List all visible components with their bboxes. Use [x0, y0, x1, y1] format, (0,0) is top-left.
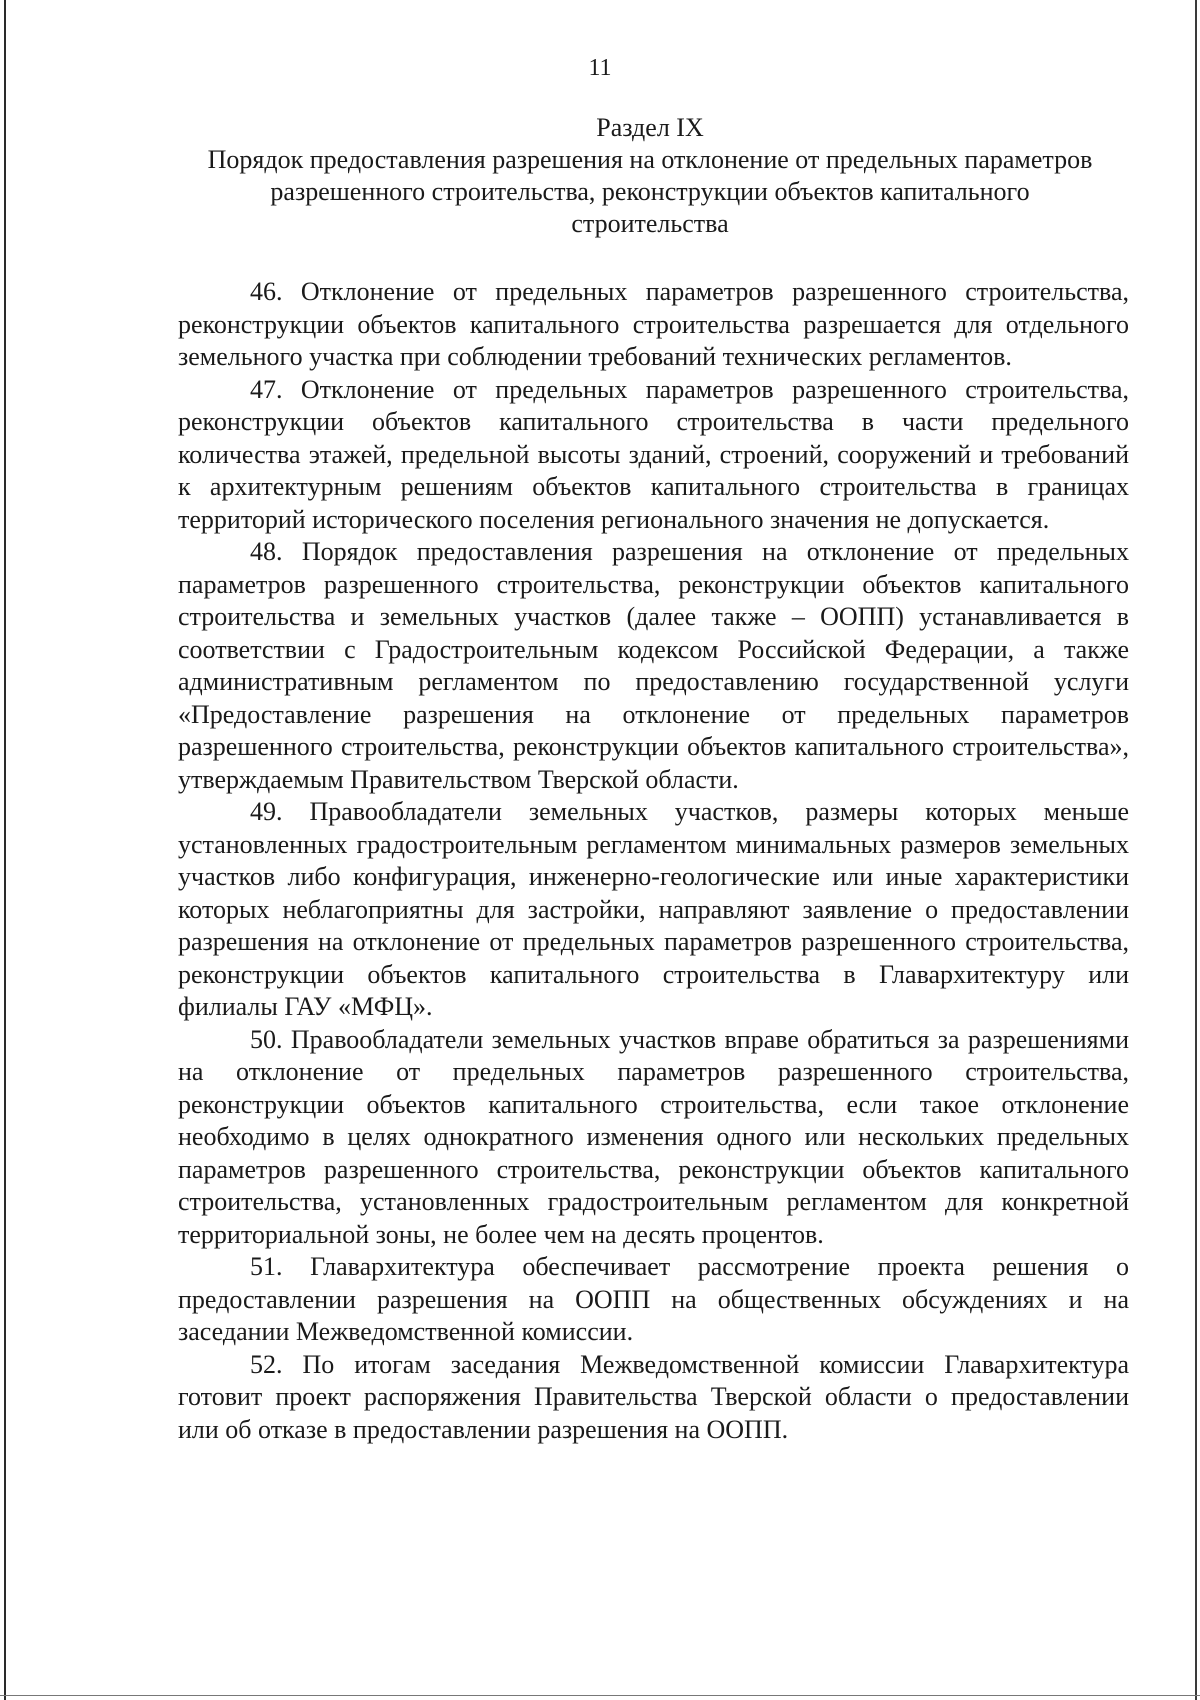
paragraph-47: 47. Отклонение от предельных параметров разрешенного строительства, реконструкции объектов капитального строительства в части предельного количества этажей, предельной высоты зданий, строений, сооружений и требований к архитектурным решениям объектов капитального строительства в границах территорий исторического поселения регионального значения не допускается. — [178, 374, 1129, 534]
paragraph-46: 46. Отклонение от предельных параметров разрешенного строительства, реконструкции объектов капитального строительства разрешается для отдельного земельного участка при соблюдении требований технических регламентов. — [178, 277, 1129, 371]
page-number: 11 — [588, 55, 612, 81]
document-body — [178, 276, 1129, 1446]
paragraph-50: 50. Правообладатели земельных участков вправе обратиться за разрешениями на отклонение от предельных параметров разрешенного строительства, реконструкции объектов капитального строительства, если такое отклонение необходимо в целях однократного изменения одного или нескольких предельных параметров разрешенного строительства, реконструкции объектов капитального строительства, установленных градостроительным регламентом для конкретной территориальной зоны, не более чем на десять процентов. — [178, 1024, 1129, 1249]
paragraph-48: 48. Порядок предоставления разрешения на отклонение от предельных параметров разрешенного строительства, реконструкции объектов капитального строительства и земельных участков (далее также – ООПП) устанавливается в соответствии с Градостроительным кодексом Российской Федерации, а также административным регламентом по предоставлению государственной услуги «Предоставление разрешения на отклонение от предельных параметров разрешенного строительства, реконструкции объектов капитального строительства», утверждаемым Правительством Тверской области. — [178, 537, 1129, 794]
paragraph-52: 52. По итогам заседания Межведомственной комиссии Главархитектура готовит проект распоряжения Правительства Тверской области о предоставлении или об отказе в предоставлении разрешения на ООПП. — [178, 1349, 1129, 1444]
paragraph-51: 51. Главархитектура обеспечивает рассмотрение проекта решения о предоставлении разрешения на ООПП на общественных обсуждениях и на заседании Межведомственной комиссии. — [178, 1252, 1129, 1346]
scan-edge-left — [4, 0, 6, 1700]
section-heading — [200, 112, 1100, 240]
paragraph-49: 49. Правообладатели земельных участков, размеры которых меньше установленных градостроительным регламентом минимальных размеров земельных участков либо конфигурация, инженерно-геологические или иные характеристики которых неблагоприятны для застройки, направляют заявление о предоставлении разрешения на отклонение от предельных параметров разрешенного строительства, реконструкции объектов капитального строительства в Главархитектуру или филиалы ГАУ «МФЦ». — [178, 797, 1129, 1021]
section-title: Порядок предоставления разрешения на отклонение от предельных параметров разрешенного строительства, реконструкции объектов капитального строительства — [207, 145, 1093, 238]
scan-edge-bottom — [0, 1695, 1200, 1696]
scan-edge-right — [1195, 0, 1197, 1700]
section-label: Раздел IX — [596, 113, 704, 142]
